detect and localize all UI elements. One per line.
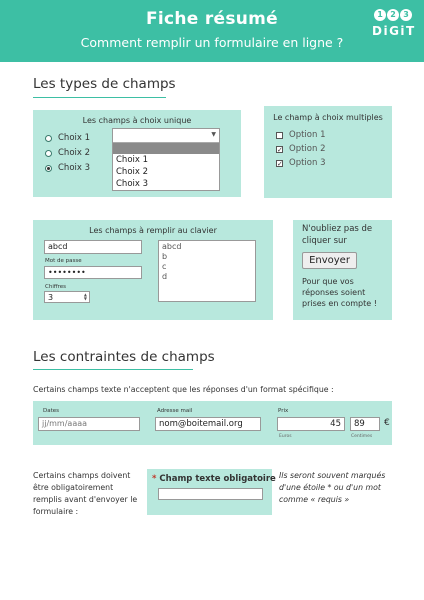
- number-stepper[interactable]: [44, 291, 90, 303]
- euros-sublabel: Euros: [279, 434, 292, 439]
- dropdown-option-3[interactable]: Choix 3: [116, 179, 149, 189]
- checkbox-option-2[interactable]: [276, 144, 325, 154]
- logo-digit-3: 3: [400, 9, 412, 21]
- send-button[interactable]: Envoyer: [302, 252, 357, 269]
- checkbox-label: Option 2: [289, 144, 326, 154]
- required-field-label: [152, 474, 276, 484]
- logo-digit-1: 1: [374, 9, 386, 21]
- required-note: Ils seront souvent marqués d'une étoile * ou d'un mot comme « requis »: [279, 471, 386, 504]
- choice-dropdown[interactable]: [112, 128, 220, 191]
- submit-note-after: Pour que vos réponses soient prises en compte !: [302, 277, 377, 308]
- price-cents-input[interactable]: 89: [350, 417, 380, 431]
- section-title-constraints: Les contraintes de champs: [33, 349, 215, 365]
- section-underline: [33, 97, 166, 98]
- required-intro: Certains champs doivent être obligatoirement remplis avant d'envoyer le formulaire :: [33, 471, 138, 516]
- checkbox-option-1[interactable]: [276, 130, 325, 140]
- single-choice-title: Les champs à choix unique: [82, 116, 192, 125]
- textarea-line: abcd: [162, 242, 182, 251]
- header-banner: [0, 0, 424, 62]
- radio-button-selected[interactable]: [45, 165, 52, 172]
- radio-choice-3[interactable]: [45, 163, 90, 173]
- logo-digit-2: 2: [387, 9, 399, 21]
- text-input[interactable]: abcd: [44, 240, 142, 254]
- date-input[interactable]: jj/mm/aaaa: [38, 417, 140, 431]
- number-value: 3: [48, 293, 54, 302]
- date-label: Dates: [43, 408, 60, 414]
- section-title-types: Les types de champs: [33, 76, 176, 92]
- multi-choice-title: Le champ à choix multiples: [273, 113, 383, 122]
- dropdown-option-2[interactable]: Choix 2: [116, 167, 149, 177]
- radio-label: Choix 2: [58, 148, 91, 158]
- page-subtitle: Comment remplir un formulaire en ligne ?: [80, 35, 344, 50]
- radio-button[interactable]: [45, 150, 52, 157]
- keyboard-fields-title: Les champs à remplir au clavier: [89, 226, 217, 235]
- dropdown-highlight: [113, 143, 219, 154]
- checkbox-checked[interactable]: ✓: [277, 145, 283, 154]
- radio-choice-2[interactable]: [45, 148, 90, 158]
- textarea-field[interactable]: [158, 240, 256, 302]
- dropdown-field[interactable]: [113, 129, 219, 143]
- required-label-text: Champ texte obligatoire: [159, 474, 276, 484]
- format-intro: Certains champs texte n'acceptent que les réponses d'un format spécifique :: [33, 385, 334, 394]
- stepper-arrows-icon[interactable]: ▲ ▼: [83, 292, 87, 301]
- page-title: Fiche résumé: [145, 9, 279, 29]
- price-euros-input[interactable]: 45: [277, 417, 345, 431]
- email-label: Adresse mail: [157, 408, 193, 414]
- digit-logo: [372, 9, 414, 49]
- logo-text: DiGiT: [372, 24, 416, 38]
- email-input[interactable]: nom@boitemail.org: [155, 417, 261, 431]
- radio-label: Choix 1: [58, 133, 91, 143]
- required-star: *: [152, 474, 157, 484]
- checkbox-label: Option 3: [289, 158, 326, 168]
- cents-sublabel: Centimes: [351, 434, 373, 439]
- radio-choice-1[interactable]: [45, 133, 90, 143]
- radio-button[interactable]: [45, 135, 52, 142]
- required-text-input[interactable]: [158, 488, 263, 500]
- textarea-line: c: [162, 262, 167, 271]
- textarea-line: b: [162, 252, 168, 261]
- euro-sign: €: [384, 418, 390, 428]
- submit-note-before: N'oubliez pas de cliquer sur: [302, 224, 373, 246]
- checkbox-label: Option 1: [289, 130, 326, 140]
- number-label: Chiffres: [45, 284, 67, 290]
- checkbox-option-3[interactable]: [276, 158, 325, 168]
- checkbox-checked[interactable]: ✓: [277, 159, 283, 168]
- password-label: Mot de passe: [45, 258, 82, 264]
- dropdown-option-1[interactable]: Choix 1: [116, 155, 149, 165]
- checkbox[interactable]: [276, 132, 283, 139]
- chevron-down-icon[interactable]: ▼: [211, 131, 216, 138]
- radio-label: Choix 3: [58, 163, 91, 173]
- price-label: Prix: [278, 408, 289, 414]
- textarea-line: d: [162, 272, 168, 281]
- password-input[interactable]: ••••••••: [44, 266, 142, 279]
- section-underline: [33, 369, 193, 370]
